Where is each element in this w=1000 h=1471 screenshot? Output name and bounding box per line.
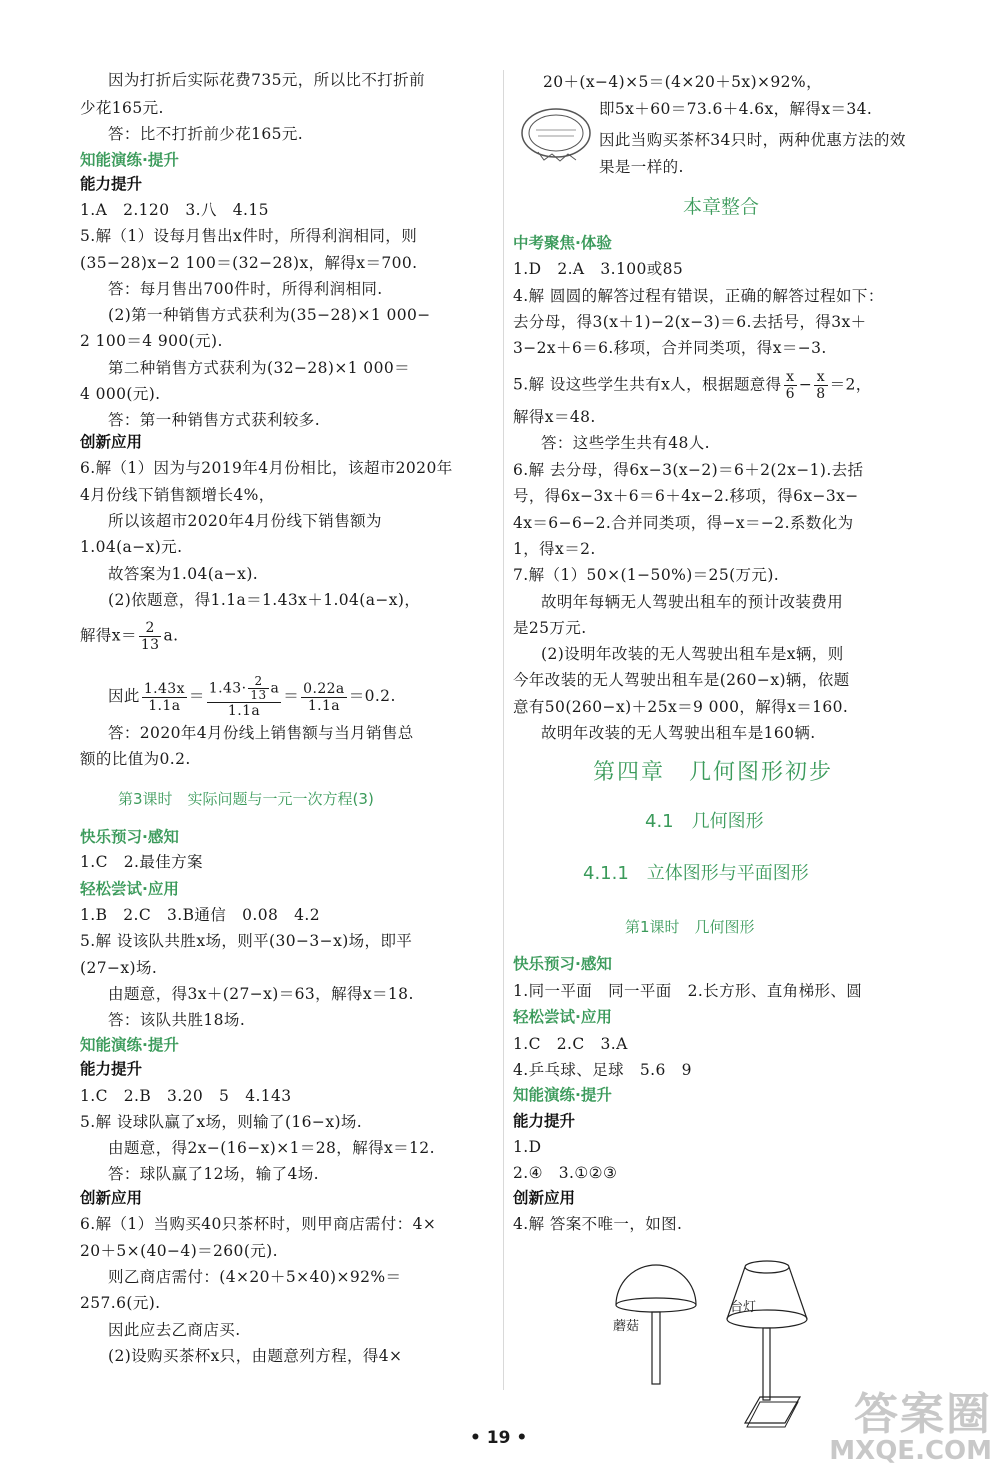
- answer-line: 1.D: [513, 1138, 542, 1156]
- section-heading: 轻松尝试·应用: [513, 1008, 612, 1026]
- text-line: 号，得6x−3x＋6＝6＋4x−2.移项，得6x−3x−: [513, 487, 859, 505]
- answer-line: 1.同一平面 同一平面 2.长方形、直角梯形、圆: [513, 982, 863, 1000]
- chapter-title: 第四章 几何图形初步: [593, 760, 834, 785]
- text-line: 今年改装的无人驾驶出租车是(260−x)辆，依题: [513, 671, 850, 689]
- denominator: 8: [816, 386, 826, 402]
- numerator: 2: [139, 620, 162, 637]
- section-heading: 知能演练·提升: [80, 1036, 179, 1054]
- text-line: 所以该超市2020年4月份线下销售额为: [108, 512, 382, 530]
- section-heading: 知能演练·提升: [80, 151, 179, 169]
- answer-line: 1.C 2.C 3.A: [513, 1035, 628, 1053]
- text-line: 由题意，得3x＋(27−x)＝63，解得x＝18.: [108, 985, 414, 1003]
- numerator: 2: [248, 675, 268, 689]
- figure-caption-lamp: 台灯: [730, 1300, 757, 1315]
- text-fragment: 1.43·: [208, 680, 247, 697]
- denominator: 13: [250, 688, 267, 702]
- text-line: 答：球队赢了12场，输了4场.: [108, 1165, 320, 1183]
- fraction: [814, 369, 827, 402]
- text-line: (2)依题意，得1.1a＝1.43x＋1.04(a−x)，: [108, 591, 421, 609]
- fraction: [207, 675, 281, 719]
- subsection-heading: 创新应用: [80, 433, 143, 451]
- text-line: 20＋5×(40−4)＝260(元).: [80, 1242, 278, 1260]
- text-line: 6.解 去分母，得6x−3(x−2)＝6＋2(2x−1).去括: [513, 461, 864, 479]
- figure-drawing: [610, 1255, 810, 1435]
- text-line: 4x＝6−6−2.合并同类项，得−x＝−2.系数化为: [513, 514, 854, 532]
- text-line: 去分母，得3(x＋1)−2(x−3)＝6.去括号，得3x＋: [513, 313, 867, 331]
- answer-line: 1.A 2.120 3.八 4.15: [80, 201, 269, 219]
- text-line: 2 100＝4 900(元).: [80, 332, 223, 350]
- denominator: 1.1a: [148, 697, 181, 714]
- text-line: (2)设购买茶杯x只，由题意列方程，得4×: [108, 1347, 403, 1365]
- text-line: 5.解（1）设每月售出x件时，所得利润相同，则: [80, 227, 418, 245]
- answer-line: 1.B 2.C 3.B通信 0.08 4.2: [80, 906, 320, 924]
- subsection-heading: 能力提升: [80, 175, 143, 193]
- section-heading: 知能演练·提升: [513, 1086, 612, 1104]
- watermark-logo: 答案圈: [854, 1389, 992, 1440]
- watermark: [829, 1389, 992, 1466]
- fraction: [142, 681, 187, 714]
- text-line: 答：2020年4月份线上销售额与当月销售总: [108, 724, 414, 742]
- text-line: 少花165元.: [80, 99, 164, 117]
- text-line: 因为打折后实际花费735元，所以比不打折前: [108, 71, 425, 89]
- section-title: 4.1 几何图形: [645, 811, 764, 832]
- chapter-summary-title: 本章整合: [683, 196, 760, 218]
- subsection-heading: 创新应用: [80, 1189, 143, 1207]
- text-line: (27−x)场.: [80, 959, 158, 977]
- section-heading: 轻松尝试·应用: [80, 880, 179, 898]
- numerator: [207, 675, 281, 703]
- denominator: 13: [140, 637, 160, 653]
- section-heading: 快乐预习·感知: [80, 828, 179, 846]
- answer-line: 1.D 2.A 3.100或85: [513, 260, 684, 278]
- text-line: 答：该队共胜18场.: [108, 1011, 246, 1029]
- text-line: [80, 620, 178, 653]
- text-line: 答：这些学生共有48人.: [541, 434, 710, 452]
- text-fragment: a.: [163, 626, 179, 645]
- text-line: 第二种销售方式获利为(32−28)×1 000＝: [108, 359, 410, 377]
- text-fragment: 5.解 设这些学生共有x人，根据题意得: [513, 375, 782, 394]
- text-line: 4月份线下销售额增长4%，: [80, 486, 275, 504]
- text-fragment: a: [270, 680, 280, 697]
- text-fragment: ＝: [188, 687, 205, 705]
- text-line: [513, 369, 872, 402]
- denominator: 1.1a: [227, 703, 261, 719]
- numerator: 1.43x: [143, 680, 185, 697]
- text-line: 因此当购买茶杯34只时，两种优惠方法的效: [599, 131, 906, 149]
- text-line: (35−28)x−2 100＝(32−28)x，解得x＝700.: [80, 254, 418, 272]
- text-line: 答：第一种销售方式获利较多.: [108, 411, 321, 429]
- column-divider: [503, 70, 504, 1390]
- text-line: 6.解（1）当购买40只茶杯时，则甲商店需付：4×: [80, 1215, 437, 1233]
- text-line: 1，得x＝2.: [513, 540, 596, 558]
- text-fragment: ＝0.2.: [348, 687, 396, 705]
- subsection-heading: 创新应用: [513, 1189, 576, 1207]
- denominator: 1.1a: [307, 697, 341, 714]
- text-line: 257.6(元).: [80, 1294, 161, 1312]
- text-line: (2)第一种销售方式获利为(35−28)×1 000−: [108, 306, 431, 324]
- section-heading: 快乐预习·感知: [513, 955, 612, 973]
- denominator: 6: [785, 386, 795, 402]
- answer-line: 2.④ 3.①②③: [513, 1164, 618, 1182]
- text-line: 答：每月售出700件时，所得利润相同.: [108, 280, 383, 298]
- text-line: 20＋(x−4)×5＝(4×20＋5x)×92%，: [543, 73, 822, 91]
- text-line: 4 000(元).: [80, 385, 161, 403]
- answer-line: 1.C 2.B 3.20 5 4.143: [80, 1087, 292, 1105]
- numerator: x: [814, 369, 827, 386]
- text-line: 5.解 设该队共胜x场，则平(30−3−x)场，即平: [80, 932, 413, 950]
- text-line: [108, 675, 396, 719]
- text-line: 则乙商店需付：(4×20＋5×40)×92%＝: [108, 1268, 402, 1286]
- text-line: (2)设明年改装的无人驾驶出租车是x辆，则: [541, 645, 844, 663]
- text-line: 4.解 答案不唯一，如图.: [513, 1215, 683, 1233]
- text-line: 1.04(a−x)元.: [80, 538, 183, 556]
- page-number: • 19 •: [470, 1428, 528, 1448]
- text-line: 6.解（1）因为与2019年4月份相比，该超市2020年: [80, 459, 453, 477]
- text-line: 答：比不打折前少花165元.: [108, 125, 304, 143]
- lesson-title: 第3课时 实际问题与一元一次方程(3): [118, 790, 374, 808]
- text-line: 故答案为1.04(a−x).: [108, 565, 259, 583]
- fraction: [248, 675, 268, 702]
- text-fragment: ＝: [283, 687, 300, 705]
- lesson-title: 第1课时 几何图形: [625, 918, 755, 936]
- answer-line: 4.乒乓球、足球 5.6 9: [513, 1061, 692, 1079]
- text-line: 故明年每辆无人驾驶出租车的预计改装费用: [541, 593, 844, 611]
- text-line: 意有50(260−x)＋25x＝9 000，解得x＝160.: [513, 698, 849, 716]
- text-line: 即5x＋60＝73.6＋4.6x，解得x＝34.: [599, 100, 873, 118]
- numerator: 0.22a: [303, 680, 345, 697]
- text-line: 果是一样的.: [599, 158, 684, 176]
- stamp-logo: [518, 104, 594, 162]
- text-line: 额的比值为0.2.: [80, 750, 191, 768]
- subsection-heading: 能力提升: [80, 1060, 143, 1078]
- text-line: 3−2x＋6＝6.移项，合并同类项，得x＝−3.: [513, 339, 827, 357]
- text-fragment: 解得x＝: [80, 626, 137, 645]
- text-fragment: 因此: [108, 687, 140, 705]
- text-line: 7.解（1）50×(1−50%)＝25(万元).: [513, 566, 780, 584]
- stamp-graphic: [518, 104, 594, 162]
- text-line: 5.解 设球队赢了x场，则输了(16−x)场.: [80, 1113, 363, 1131]
- text-line: 4.解 圆圆的解答过程有错误，正确的解答过程如下：: [513, 287, 884, 305]
- watermark-url: MXQE.COM: [829, 1436, 992, 1466]
- fraction: [139, 620, 162, 653]
- section-heading: 中考聚焦·体验: [513, 234, 612, 252]
- text-line: 因此应去乙商店买.: [108, 1321, 241, 1339]
- subsection-title: 4.1.1 立体图形与平面图形: [583, 863, 809, 884]
- subsection-heading: 能力提升: [513, 1112, 576, 1130]
- numerator: x: [784, 369, 797, 386]
- text-line: 故明年改装的无人驾驶出租车是160辆.: [541, 724, 816, 742]
- fraction: [301, 681, 347, 714]
- geometry-figure: [610, 1255, 810, 1435]
- text-line: 由题意，得2x−(16−x)×1＝28，解得x＝12.: [108, 1139, 435, 1157]
- text-fragment: ＝2，: [829, 375, 872, 394]
- text-line: 是25万元.: [513, 619, 587, 637]
- text-line: 解得x＝48.: [513, 408, 596, 426]
- answer-line: 1.C 2.最佳方案: [80, 853, 203, 871]
- text-fragment: −: [798, 375, 813, 394]
- figure-caption-mushroom: 蘑菇: [613, 1319, 640, 1334]
- fraction: [784, 369, 797, 402]
